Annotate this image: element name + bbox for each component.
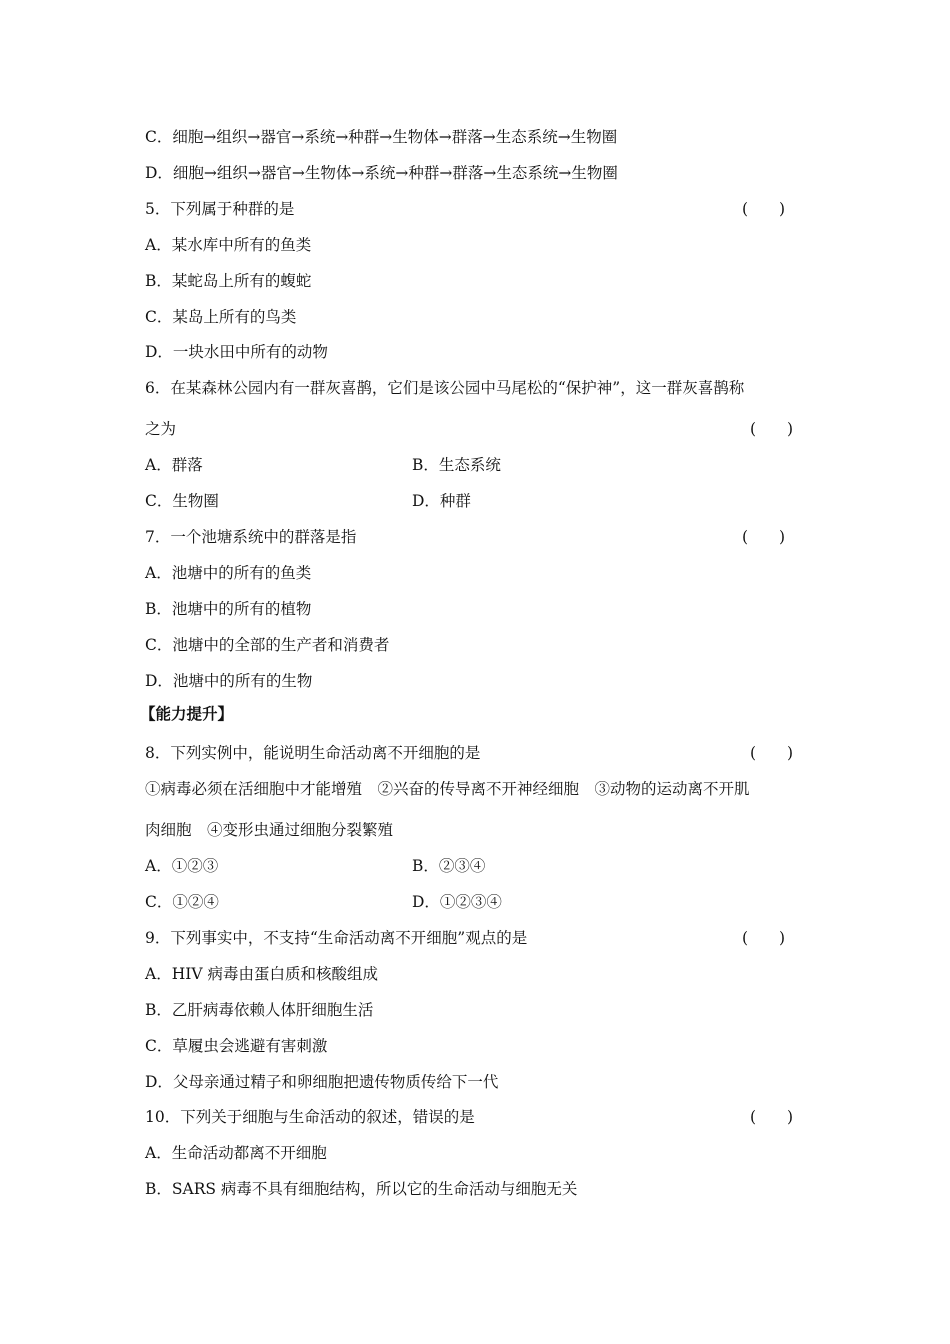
q9-option-a: A．HIV 病毒由蛋白质和核酸组成 <box>145 965 378 983</box>
q10-stem: 10．下列关于细胞与生命活动的叙述，错误的是 <box>145 1108 475 1126</box>
q8-option-c: C．①②④ <box>145 893 219 911</box>
q8-stem: 8．下列实例中，能说明生命活动离不开细胞的是 <box>145 744 481 762</box>
q5-option-c: C．某岛上所有的鸟类 <box>145 308 297 326</box>
q9-stem: 9．下列事实中，不支持“生命活动离不开细胞”观点的是 <box>145 929 528 947</box>
q10-option-a: A．生命活动都离不开细胞 <box>145 1144 327 1162</box>
q8-items-line2: 肉细胞 ④变形虫通过细胞分裂繁殖 <box>145 821 394 839</box>
q6-option-b: B．生态系统 <box>412 456 501 474</box>
q5-stem: 5．下列属于种群的是 <box>145 200 295 218</box>
q8-option-b: B．②③④ <box>412 857 486 875</box>
q6-stem-line1: 6．在某森林公园内有一群灰喜鹊，它们是该公园中马尾松的“保护神”，这一群灰喜鹊称 <box>145 379 745 397</box>
q10-answer-paren: ( ) <box>750 1108 794 1126</box>
q5-option-d: D．一块水田中所有的动物 <box>145 343 328 361</box>
q7-option-d: D．池塘中的所有的生物 <box>145 672 313 690</box>
q8-items-line1: ①病毒必须在活细胞中才能增殖 ②兴奋的传导离不开神经细胞 ③动物的运动离不开肌 <box>145 780 750 798</box>
q9-option-c: C．草履虫会逃避有害刺激 <box>145 1037 328 1055</box>
q4-option-c: C．细胞→组织→器官→系统→种群→生物体→群落→生态系统→生物圈 <box>145 128 618 146</box>
q9-answer-paren: ( ) <box>742 929 786 947</box>
q6-option-a: A．群落 <box>145 456 203 474</box>
q7-option-b: B．池塘中的所有的植物 <box>145 600 312 618</box>
q5-option-a: A．某水库中所有的鱼类 <box>145 236 312 254</box>
q7-option-a: A．池塘中的所有的鱼类 <box>145 564 312 582</box>
q6-stem-line2: 之为 <box>145 420 177 438</box>
q6-option-c: C．生物圈 <box>145 492 219 510</box>
q5-answer-paren: ( ) <box>742 200 786 218</box>
q9-option-d: D．父母亲通过精子和卵细胞把遗传物质传给下一代 <box>145 1073 499 1091</box>
q10-option-b: B．SARS 病毒不具有细胞结构，所以它的生命活动与细胞无关 <box>145 1180 578 1198</box>
q8-option-a: A．①②③ <box>145 857 219 875</box>
q9-option-b: B．乙肝病毒依赖人体肝细胞生活 <box>145 1001 374 1019</box>
q8-option-d: D．①②③④ <box>412 893 502 911</box>
q4-option-d: D．细胞→组织→器官→生物体→系统→种群→群落→生态系统→生物圈 <box>145 164 618 182</box>
q6-option-d: D．种群 <box>412 492 471 510</box>
q7-option-c: C．池塘中的全部的生产者和消费者 <box>145 636 390 654</box>
q5-option-b: B．某蛇岛上所有的蝮蛇 <box>145 272 312 290</box>
section-heading: 【能力提升】 <box>140 704 234 723</box>
q8-answer-paren: ( ) <box>750 744 794 762</box>
q7-answer-paren: ( ) <box>742 528 786 546</box>
q6-answer-paren: ( ) <box>750 420 794 438</box>
q7-stem: 7．一个池塘系统中的群落是指 <box>145 528 357 546</box>
